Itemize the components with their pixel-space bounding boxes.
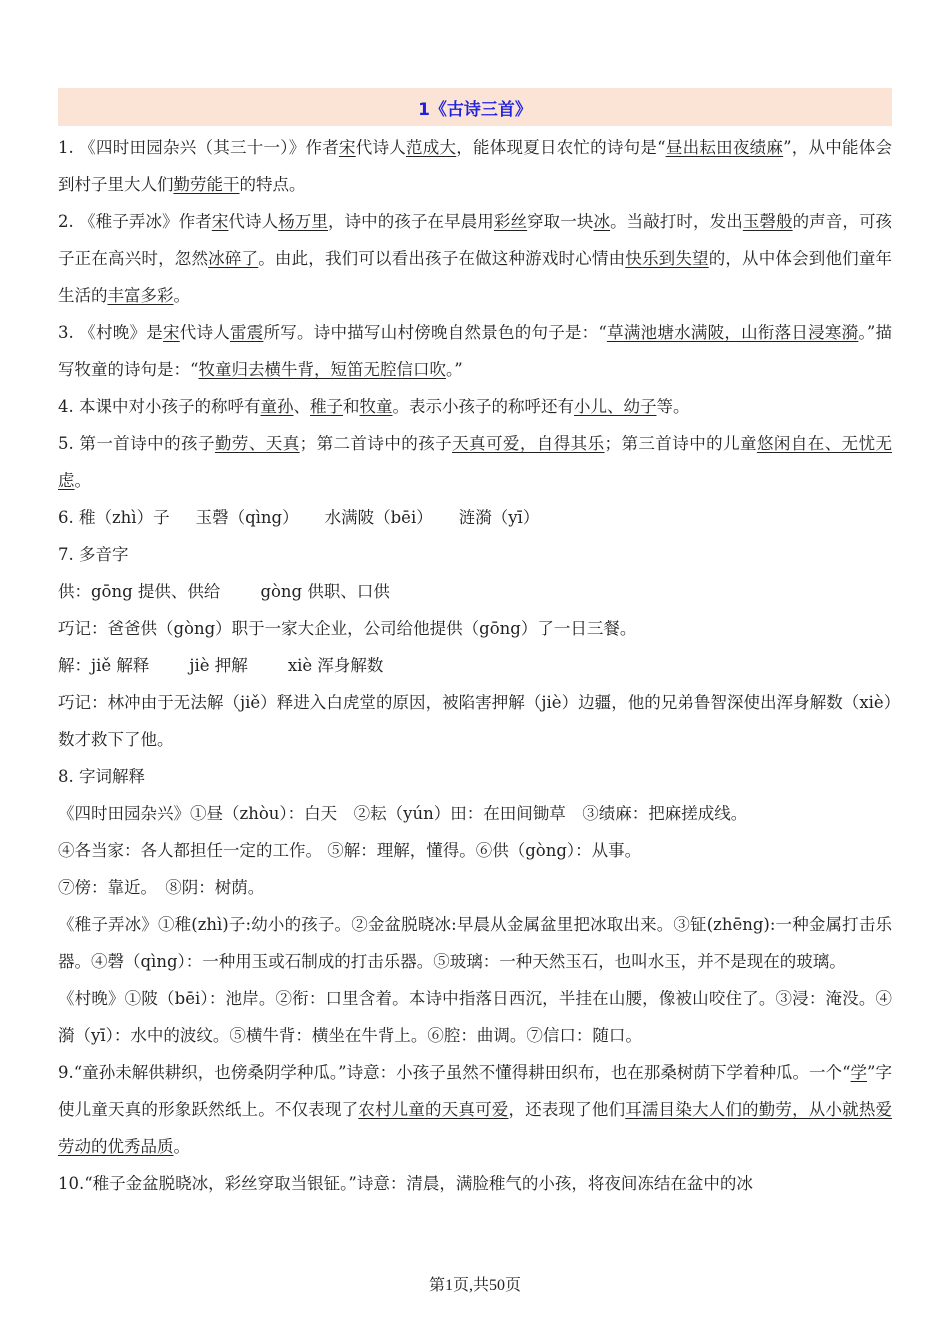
- answer-term: 童孙: [260, 397, 294, 416]
- answer-line: 昼出耘田夜绩麻: [665, 138, 784, 157]
- polyphone-gong: 供：gōng 提供、供给 gòng 供职、口供: [58, 582, 390, 601]
- answer-life: 丰富多彩: [107, 286, 174, 305]
- glossary-line: 《稚子弄冰》①稚(zhì)子:幼小的孩子。②金盆脱晓冰:早晨从金属盆里把冰取出来。③钲(zhēng):一种金属打击乐器。④磬（qìng）：一种用玉或石制成的打击乐器。⑤玻璃：一种天然玉石，也叫水玉，并不是现在的玻璃。: [58, 915, 892, 971]
- answer-silk: 彩丝: [493, 212, 528, 231]
- answer-keyword: 学: [850, 1063, 868, 1082]
- answer-theme: 耳濡目染大人们的勤劳，从小就热爱劳动的优秀品质: [58, 1100, 893, 1156]
- answer-theme: 农村儿童的天真可爱: [358, 1100, 509, 1119]
- answer-scenery-line: 草满池塘水满陂，山衔落日浸寒漪: [606, 323, 859, 342]
- answer-ice: 冰: [593, 212, 611, 231]
- answer-trait: 勤劳、天真: [214, 434, 300, 453]
- answer-term: 稚子: [310, 397, 343, 416]
- item-9: 9.“童孙未解供耕织，也傍桑阴学种瓜。”诗意：小孩子虽然不懂得耕田织布，也在那桑树荫下学着种瓜。一个“学”字使儿童天真的形象跃然纸上。不仅表现了农村儿童的天真可爱，还表现了他们耳濡目染大人们的勤劳，从小就热爱劳动的优秀品质。: [58, 1063, 893, 1156]
- glossary-line: 《村晚》①陂（bēi）：池岸。②衔：口里含着。本诗中指落日西沉，半挂在山腰，像被山咬住了。③浸：淹没。④漪（yī）：水中的波纹。⑤横牛背：横坐在牛背上。⑥腔：曲调。⑦信口：随口。: [58, 989, 892, 1045]
- answer-herdboy-line: 牧童归去横牛背，短笛无腔信口吹: [198, 360, 446, 379]
- polyphone-jie-tip: 巧记：林冲由于无法解（jiě）释进入白虎堂的原因，被陷害押解（jiè）边疆，他的兄弟鲁智深使出浑身解数（xiè）数才救下了他。: [58, 693, 892, 749]
- answer-mood: 快乐到失望: [625, 249, 709, 268]
- answer-sound: 玉磬般: [742, 212, 793, 231]
- item-5: 5. 第一首诗中的孩子勤劳、天真；第二首诗中的孩子天真可爱，自得其乐；第三首诗中的儿童悠闲自在、无忧无虑。: [58, 434, 892, 490]
- polyphone-jie: 解：jiě 解释 jiè 押解 xiè 浑身解数: [58, 656, 384, 675]
- page-number: 第1页,共50页: [428, 1277, 521, 1294]
- item-7-heading: 7. 多音字: [58, 545, 129, 564]
- answer-term: 小儿、幼子: [574, 397, 657, 416]
- item-4: 4. 本课中对小孩子的称呼有童孙、稚子和牧童。表示小孩子的称呼还有小儿、幼子等。: [58, 397, 690, 416]
- answer-poet: 杨万里: [278, 212, 328, 231]
- answer-dynasty: 宋: [162, 323, 180, 342]
- answer-dynasty: 宋: [211, 212, 229, 231]
- glossary-line: ⑦傍：靠近。 ⑧阴：树荫。: [58, 878, 265, 897]
- answer-term: 牧童: [359, 397, 393, 416]
- answer-trait: 天真可爱，自得其乐: [452, 434, 605, 453]
- answer-trait: 勤劳能干: [173, 175, 240, 194]
- glossary-line: 《四时田园杂兴》①昼（zhòu）：白天 ②耘（yún）田：在田间锄草 ③绩麻：把麻搓成线。: [58, 804, 748, 823]
- polyphone-gong-tip: 巧记：爸爸供（gòng）职于一家大企业，公司给他提供（gōng）了一日三餐。: [58, 619, 637, 638]
- item-1: 1. 《四时田园杂兴（其三十一）》作者宋代诗人范成大，能体现夏日农忙的诗句是“昼出耘田夜绩麻”，从中能体会到村子里大人们勤劳能干的特点。: [58, 138, 893, 194]
- document-body: [58, 129, 892, 1202]
- answer-poet: 雷震: [229, 323, 264, 342]
- item-2: 2. 《稚子弄冰》作者宋代诗人杨万里，诗中的孩子在早晨用彩丝穿取一块冰。当敲打时，发出玉磬般的声音，可孩子正在高兴时，忽然冰碎了。由此，我们可以看出孩子在做这种游戏时心情由快乐到失望的，从中体会到他们童年生活的丰富多彩。: [58, 212, 893, 305]
- answer-poet: 范成大: [405, 138, 457, 157]
- item-6: 6. 稚（zhì）子 玉磬（qìng） 水满陂（bēi） 涟漪（yī）: [58, 508, 540, 527]
- answer-broken: 冰碎了: [208, 249, 259, 268]
- glossary-line: ④各当家：各人都担任一定的工作。 ⑤解：理解，懂得。⑥供（gòng）：从事。: [58, 841, 642, 860]
- section-title: 1《古诗三首》: [58, 88, 892, 126]
- answer-trait: 悠闲自在、无忧无虑: [58, 434, 892, 490]
- item-3: 3. 《村晚》是宋代诗人雷震所写。诗中描写山村傍晚自然景色的句子是：“草满池塘水满陂，山衔落日浸寒漪。”描写牧童的诗句是：“牧童归去横牛背，短笛无腔信口吹。”: [58, 323, 893, 379]
- item-8-heading: 8. 字词解释: [58, 767, 145, 786]
- answer-dynasty: 宋: [338, 138, 356, 157]
- item-10: 10.“稚子金盆脱晓冰，彩丝穿取当银钲。”诗意：清晨，满脸稚气的小孩，将夜间冻结在盆中的冰: [58, 1174, 753, 1193]
